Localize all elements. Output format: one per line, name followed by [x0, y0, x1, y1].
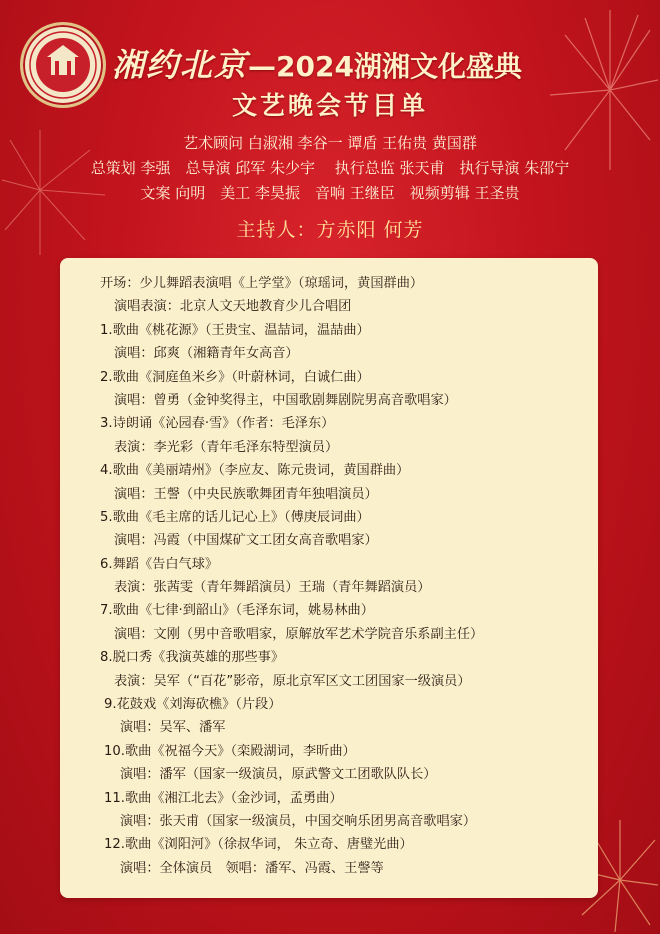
program-item-performer: 表演：吴军（“百花”影帝，原北京军区文工团国家一级演员） — [114, 673, 471, 689]
program-item-performer: 表演：李光彩（青年毛泽东特型演员） — [114, 439, 339, 455]
program-item-performer: 演唱：曾勇（金钟奖得主，中国歌剧舞剧院男高音歌唱家） — [114, 392, 457, 408]
credits-block — [0, 131, 660, 206]
program-item-performer: 演唱：全体演员 领唱：潘军、冯霞、王謦等 — [120, 860, 384, 876]
program-item-performer: 演唱：王謦（中央民族歌舞团青年独唱演员） — [114, 486, 378, 502]
program-item-title: 11.歌曲《湘江北去》（金沙词，孟勇曲） — [104, 790, 343, 806]
program-item-title: 2.歌曲《洞庭鱼米乡》（叶蔚林词，白诚仁曲） — [100, 369, 370, 385]
program-item-title: 7.歌曲《七律·到韶山》（毛泽东词，姚易林曲） — [100, 603, 374, 619]
credits-row-crew: 文案 向明 美工 李昊振 音响 王继臣 视频剪辑 王圣贵 — [140, 184, 520, 202]
hosts-line: 主持人：方赤阳 何芳 — [236, 219, 424, 241]
program-item-title: 4.歌曲《美丽靖州》（李应友、陈元贵词，黄国群曲） — [100, 463, 410, 479]
program-item-performer: 演唱：冯霞（中国煤矿文工团女高音歌唱家） — [114, 533, 378, 549]
program-item-title: 9.花鼓戏《刘海砍樵》（片段） — [104, 697, 282, 713]
event-title-script: 湘约北京 — [112, 46, 249, 84]
program-item-performer: 演唱：吴军、潘军 — [120, 720, 226, 736]
program-item-performer: 演唱：张天甫（国家一级演员，中国交响乐团男高音歌唱家） — [120, 813, 477, 829]
program-item-performer: 演唱：潘军（国家一级演员，原武警文工团歌队队长） — [120, 767, 437, 783]
program-card — [60, 258, 598, 898]
program-item-title: 开场：少儿舞蹈表演唱《上学堂》（琼瑶词，黄国群曲） — [100, 276, 424, 291]
program-item-title: 3.诗朗诵《沁园春·雪》（作者：毛泽东） — [100, 416, 335, 432]
program-item-title: 12.歌曲《浏阳河》（徐叔华词， 朱立奇、唐璧光曲） — [104, 837, 413, 853]
program-item-title: 1.歌曲《桃花源》（王贵宝、温喆词，温喆曲） — [100, 322, 370, 338]
credits-row-directors: 总策划 李强 总导演 邱军 朱少宇 执行总监 张天甫 执行导演 朱邵宁 — [90, 159, 570, 177]
program-item-performer: 演唱：邱爽（湘籍青年女高音） — [114, 346, 299, 362]
program-list — [100, 272, 590, 880]
program-item-title: 5.歌曲《毛主席的话儿记心上》（傅庚辰词曲） — [100, 509, 370, 525]
credits-row-advisors: 艺术顾问 白淑湘 李谷一 谭盾 王佑贵 黄国群 — [183, 134, 477, 152]
program-subtitle: 文艺晚会节目单 — [231, 91, 428, 120]
program-item-performer: 演唱：文刚（男中音歌唱家，原解放军艺术学院音乐系副主任） — [114, 626, 484, 642]
program-item-performer: 表演：张茜雯（青年舞蹈演员）王瑞（青年舞蹈演员） — [114, 580, 431, 596]
program-item-title: 10.歌曲《祝福今天》（栾殿湖词，李昕曲） — [104, 743, 356, 759]
event-title — [112, 40, 632, 86]
program-item-performer: 演唱表演：北京人文天地教育少儿合唱团 — [114, 299, 352, 315]
program-item-title: 6.舞蹈《告白气球》 — [100, 556, 219, 572]
event-title-rest: —2024湖湘文化盛典 — [248, 50, 522, 83]
program-item-title: 8.脱口秀《我演英雄的那些事》 — [100, 650, 285, 666]
